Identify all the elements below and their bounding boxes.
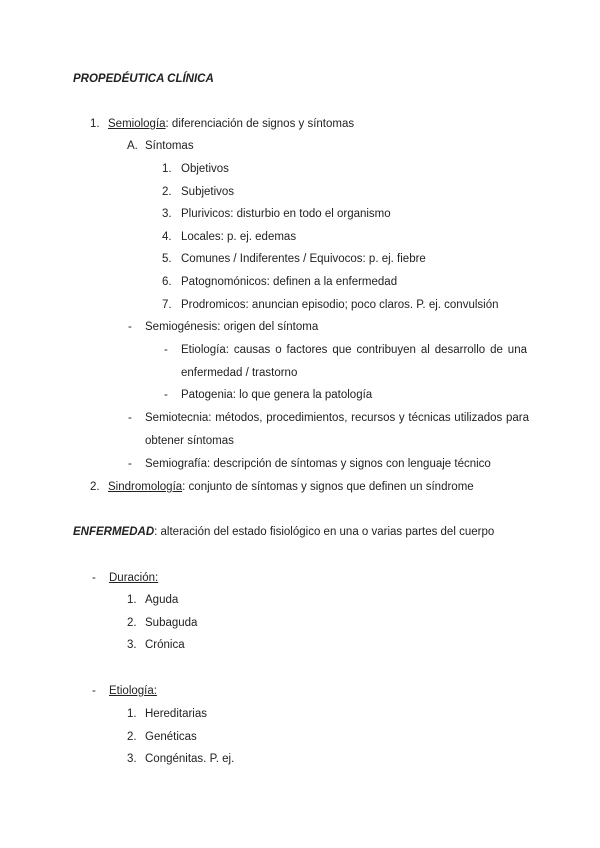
sindromologia-term: Sindromología bbox=[108, 481, 183, 493]
list-item: Hereditarias bbox=[145, 708, 207, 720]
enfermedad-text: : alteración del estado fisiológico en una o varias partes del cuerpo bbox=[154, 526, 495, 538]
etiologia-subitem: Etiología: causas o factores que contribuyen al desarrollo de una enfermedad / trastorno bbox=[181, 344, 527, 379]
dash-bullet: - bbox=[92, 572, 96, 584]
patogenia-subitem: Patogenia: lo que genera la patología bbox=[181, 389, 373, 401]
semiogenesis-item: Semiogénesis: origen del síntoma bbox=[145, 321, 319, 333]
sintomas-heading: Síntomas bbox=[145, 140, 194, 152]
list-number: 4. bbox=[162, 231, 172, 243]
list-number: 2. bbox=[127, 731, 137, 743]
list-item: Objetivos bbox=[181, 163, 229, 175]
semiologia-definition: : diferenciación de signos y síntomas bbox=[165, 118, 355, 130]
list-item: Genéticas bbox=[145, 731, 197, 743]
list-number: 6. bbox=[162, 276, 172, 288]
dash-bullet: - bbox=[128, 458, 132, 470]
page-title: PROPEDÉUTICA CLÍNICA bbox=[73, 73, 214, 85]
sindromologia-definition: : conjunto de síntomas y signos que definen un síndrome bbox=[182, 481, 474, 493]
list-number: 1. bbox=[162, 163, 172, 175]
list-number: 3. bbox=[162, 208, 172, 220]
list-item: Congénitas. P. ej. bbox=[145, 753, 235, 765]
list-item: Subjetivos bbox=[181, 186, 235, 198]
list-number: 1. bbox=[127, 708, 137, 720]
dash-bullet: - bbox=[164, 389, 168, 401]
list-number: 2. bbox=[90, 481, 100, 493]
list-item: Plurivicos: disturbio en todo el organismo bbox=[181, 208, 391, 220]
semiologia-term: Semiología bbox=[108, 118, 166, 130]
list-number: 3. bbox=[127, 753, 137, 765]
list-number: 2. bbox=[162, 186, 172, 198]
dash-bullet: - bbox=[128, 412, 132, 424]
list-marker: A. bbox=[127, 140, 138, 152]
list-number: 7. bbox=[162, 299, 172, 311]
etiologia-heading: Etiología: bbox=[109, 685, 157, 697]
list-item: Prodromicos: anuncian episodio; poco claros. P. ej. convulsión bbox=[181, 299, 499, 311]
semiologia-heading bbox=[108, 117, 354, 131]
semiografia-item: Semiografía: descripción de síntomas y signos con lenguaje técnico bbox=[145, 458, 491, 470]
list-number: 2. bbox=[127, 617, 137, 629]
list-item: Locales: p. ej. edemas bbox=[181, 231, 297, 243]
dash-bullet: - bbox=[92, 685, 96, 697]
sindromologia-heading bbox=[108, 480, 474, 494]
enfermedad-term: ENFERMEDAD bbox=[73, 526, 155, 538]
list-item: Aguda bbox=[145, 594, 179, 606]
list-item: Subaguda bbox=[145, 617, 198, 629]
list-number: 1. bbox=[90, 118, 100, 130]
duracion-heading: Duración: bbox=[109, 572, 159, 584]
dash-bullet: - bbox=[164, 344, 168, 356]
enfermedad-definition bbox=[73, 525, 494, 539]
dash-bullet: - bbox=[128, 321, 132, 333]
list-number: 3. bbox=[127, 639, 137, 651]
list-number: 1. bbox=[127, 594, 137, 606]
list-number: 5. bbox=[162, 253, 172, 265]
semiotecnia-item: Semiotecnia: métodos, procedimientos, recursos y técnicas utilizados para obtener síntomas bbox=[145, 412, 529, 447]
list-item: Comunes / Indiferentes / Equivocos: p. ej. fiebre bbox=[181, 253, 426, 265]
list-item: Patognomónicos: definen a la enfermedad bbox=[181, 276, 398, 288]
list-item: Crónica bbox=[145, 639, 185, 651]
